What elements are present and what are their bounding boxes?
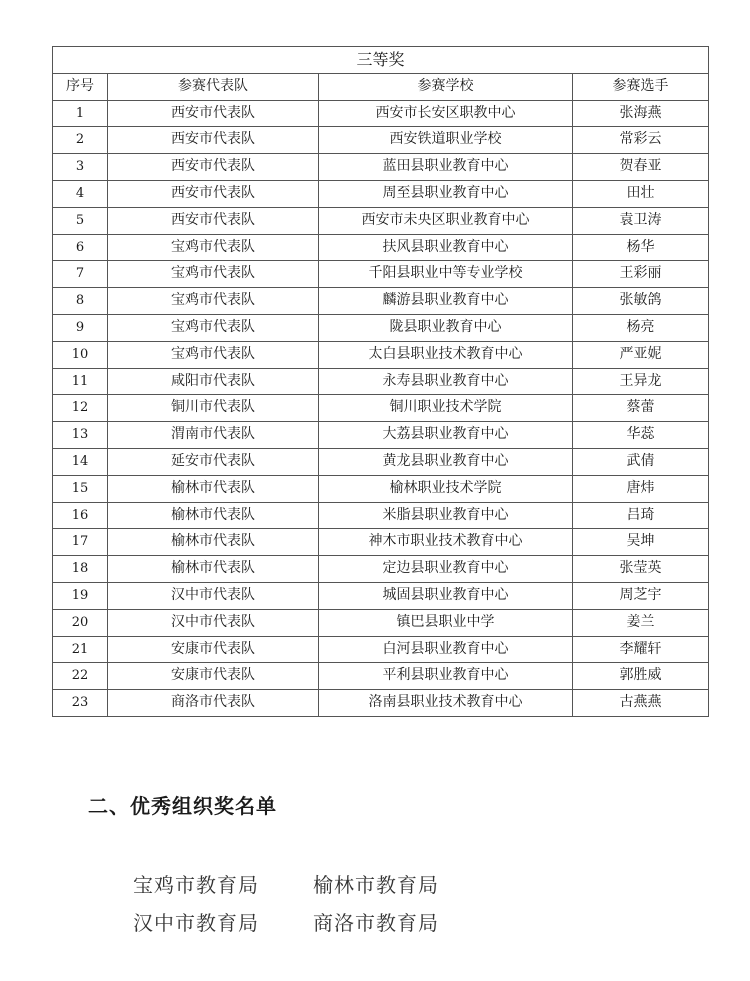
cell-school: 西安市长安区职教中心 — [319, 100, 573, 127]
table-header-row — [53, 73, 709, 100]
cell-contestant: 吕琦 — [573, 502, 709, 529]
cell-index: 7 — [53, 261, 108, 288]
table-row — [53, 502, 709, 529]
cell-team: 汉中市代表队 — [108, 582, 319, 609]
table-row — [53, 127, 709, 154]
header-contestant: 参赛选手 — [573, 73, 709, 100]
cell-team: 铜川市代表队 — [108, 395, 319, 422]
cell-index: 2 — [53, 127, 108, 154]
third-prize-table — [52, 46, 709, 717]
table-title: 三等奖 — [53, 47, 709, 74]
cell-contestant: 杨华 — [573, 234, 709, 261]
table-row — [53, 582, 709, 609]
cell-contestant: 华蕊 — [573, 422, 709, 449]
cell-index: 3 — [53, 154, 108, 181]
cell-school: 蓝田县职业教育中心 — [319, 154, 573, 181]
cell-contestant: 严亚妮 — [573, 341, 709, 368]
cell-contestant: 张海燕 — [573, 100, 709, 127]
cell-school: 大荔县职业教育中心 — [319, 422, 573, 449]
cell-index: 23 — [53, 690, 108, 717]
cell-index: 17 — [53, 529, 108, 556]
cell-contestant: 姜兰 — [573, 609, 709, 636]
cell-school: 洛南县职业技术教育中心 — [319, 690, 573, 717]
cell-team: 安康市代表队 — [108, 636, 319, 663]
cell-team: 西安市代表队 — [108, 154, 319, 181]
table-body — [53, 100, 709, 716]
cell-team: 宝鸡市代表队 — [108, 341, 319, 368]
cell-contestant: 袁卫涛 — [573, 207, 709, 234]
cell-school: 神木市职业技术教育中心 — [319, 529, 573, 556]
cell-school: 米脂县职业教育中心 — [319, 502, 573, 529]
cell-index: 5 — [53, 207, 108, 234]
table-row — [53, 368, 709, 395]
cell-index: 11 — [53, 368, 108, 395]
table-row — [53, 663, 709, 690]
cell-team: 西安市代表队 — [108, 100, 319, 127]
org-row — [133, 902, 439, 940]
cell-school: 榆林职业技术学院 — [319, 475, 573, 502]
cell-school: 陇县职业教育中心 — [319, 314, 573, 341]
cell-school: 西安铁道职业学校 — [319, 127, 573, 154]
header-school: 参赛学校 — [319, 73, 573, 100]
cell-index: 8 — [53, 288, 108, 315]
cell-team: 榆林市代表队 — [108, 556, 319, 583]
cell-team: 西安市代表队 — [108, 207, 319, 234]
cell-index: 13 — [53, 422, 108, 449]
cell-team: 榆林市代表队 — [108, 475, 319, 502]
cell-index: 10 — [53, 341, 108, 368]
table-row — [53, 556, 709, 583]
cell-school: 平利县职业教育中心 — [319, 663, 573, 690]
header-team: 参赛代表队 — [108, 73, 319, 100]
cell-contestant: 郭胜威 — [573, 663, 709, 690]
org-name: 汉中市教育局 — [133, 910, 259, 935]
cell-team: 宝鸡市代表队 — [108, 234, 319, 261]
cell-contestant: 杨亮 — [573, 314, 709, 341]
cell-school: 城固县职业教育中心 — [319, 582, 573, 609]
cell-contestant: 周芝宇 — [573, 582, 709, 609]
cell-contestant: 常彩云 — [573, 127, 709, 154]
cell-team: 榆林市代表队 — [108, 529, 319, 556]
cell-school: 永寿县职业教育中心 — [319, 368, 573, 395]
table-row — [53, 100, 709, 127]
cell-school: 定边县职业教育中心 — [319, 556, 573, 583]
table-title-row — [53, 47, 709, 74]
cell-team: 渭南市代表队 — [108, 422, 319, 449]
cell-contestant: 贺春亚 — [573, 154, 709, 181]
cell-index: 4 — [53, 180, 108, 207]
cell-school: 麟游县职业教育中心 — [319, 288, 573, 315]
cell-contestant: 蔡蕾 — [573, 395, 709, 422]
cell-index: 22 — [53, 663, 108, 690]
org-name: 榆林市教育局 — [313, 872, 439, 897]
cell-contestant: 王异龙 — [573, 368, 709, 395]
cell-contestant: 张莹英 — [573, 556, 709, 583]
cell-team: 汉中市代表队 — [108, 609, 319, 636]
cell-index: 12 — [53, 395, 108, 422]
table-row — [53, 234, 709, 261]
cell-team: 延安市代表队 — [108, 448, 319, 475]
cell-team: 宝鸡市代表队 — [108, 261, 319, 288]
table-row — [53, 475, 709, 502]
cell-team: 宝鸡市代表队 — [108, 314, 319, 341]
org-name: 宝鸡市教育局 — [133, 872, 259, 897]
org-name: 商洛市教育局 — [313, 910, 439, 935]
cell-contestant: 唐炜 — [573, 475, 709, 502]
table-row — [53, 207, 709, 234]
table-row — [53, 609, 709, 636]
table-row — [53, 180, 709, 207]
cell-index: 16 — [53, 502, 108, 529]
cell-index: 21 — [53, 636, 108, 663]
cell-school: 周至县职业教育中心 — [319, 180, 573, 207]
cell-team: 西安市代表队 — [108, 180, 319, 207]
cell-index: 15 — [53, 475, 108, 502]
cell-index: 19 — [53, 582, 108, 609]
table-row — [53, 341, 709, 368]
cell-contestant: 王彩丽 — [573, 261, 709, 288]
table-row — [53, 261, 709, 288]
cell-contestant: 张敏鸽 — [573, 288, 709, 315]
cell-index: 9 — [53, 314, 108, 341]
cell-school: 铜川职业技术学院 — [319, 395, 573, 422]
cell-team: 榆林市代表队 — [108, 502, 319, 529]
cell-school: 扶风县职业教育中心 — [319, 234, 573, 261]
cell-contestant: 田壮 — [573, 180, 709, 207]
cell-contestant: 武倩 — [573, 448, 709, 475]
cell-school: 白河县职业教育中心 — [319, 636, 573, 663]
cell-school: 千阳县职业中等专业学校 — [319, 261, 573, 288]
cell-team: 安康市代表队 — [108, 663, 319, 690]
cell-school: 西安市未央区职业教育中心 — [319, 207, 573, 234]
cell-contestant: 吴坤 — [573, 529, 709, 556]
cell-team: 商洛市代表队 — [108, 690, 319, 717]
cell-index: 14 — [53, 448, 108, 475]
table-row — [53, 314, 709, 341]
section-heading: 二、优秀组织奖名单 — [88, 794, 277, 818]
table-row — [53, 690, 709, 717]
table-row — [53, 422, 709, 449]
cell-school: 黄龙县职业教育中心 — [319, 448, 573, 475]
cell-school: 太白县职业技术教育中心 — [319, 341, 573, 368]
table-row — [53, 395, 709, 422]
table-row — [53, 154, 709, 181]
cell-team: 西安市代表队 — [108, 127, 319, 154]
table-row — [53, 448, 709, 475]
cell-index: 6 — [53, 234, 108, 261]
cell-contestant: 古燕燕 — [573, 690, 709, 717]
cell-index: 20 — [53, 609, 108, 636]
cell-team: 宝鸡市代表队 — [108, 288, 319, 315]
org-row — [133, 864, 439, 902]
cell-school: 镇巴县职业中学 — [319, 609, 573, 636]
excellent-organization-list — [133, 864, 439, 940]
table-row — [53, 288, 709, 315]
cell-team: 咸阳市代表队 — [108, 368, 319, 395]
cell-index: 1 — [53, 100, 108, 127]
cell-index: 18 — [53, 556, 108, 583]
cell-contestant: 李耀轩 — [573, 636, 709, 663]
header-index: 序号 — [53, 73, 108, 100]
table-row — [53, 636, 709, 663]
table-row — [53, 529, 709, 556]
